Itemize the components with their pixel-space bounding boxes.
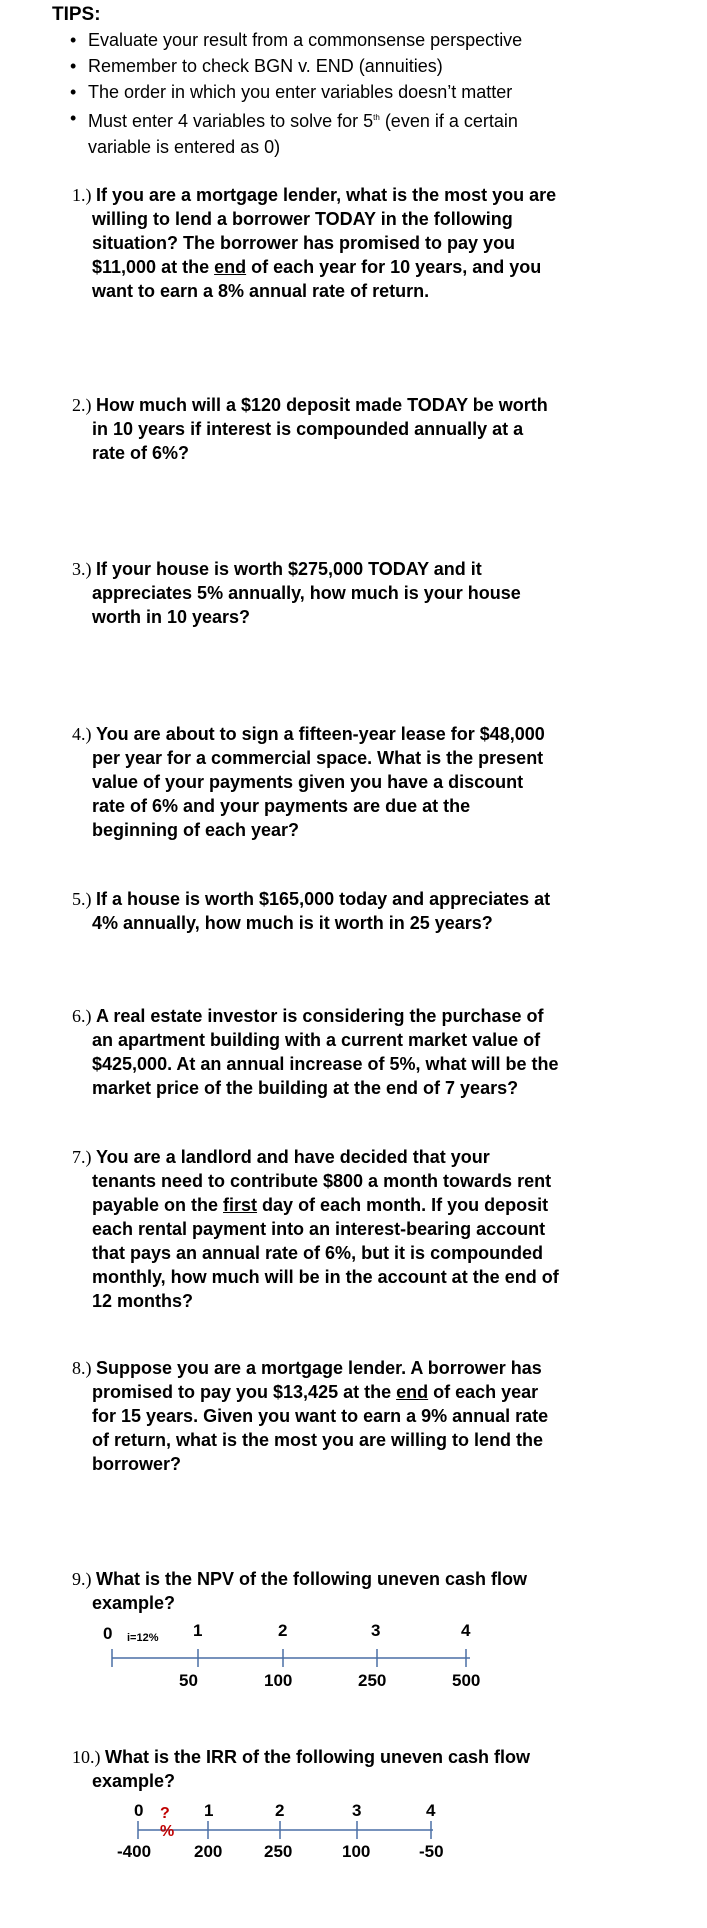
tips-title: TIPS: [52, 4, 101, 25]
question-text: $425,000. At an annual increase of 5%, what will be the [92, 1054, 559, 1074]
bullet: • [70, 108, 77, 128]
question-text: If your house is worth $275,000 TODAY and it [96, 559, 482, 579]
question-text: borrower? [92, 1454, 182, 1474]
underlined-word: end [214, 257, 247, 277]
question-number: 7.) [72, 1147, 92, 1167]
period-label: 1 [204, 1801, 214, 1820]
tip-text: Remember to check BGN v. END (annuities) [88, 56, 443, 76]
period-label: 4 [461, 1621, 471, 1640]
question-text: for 15 years. Given you want to earn a 9% annual rate [92, 1406, 549, 1426]
question-text: worth in 10 years? [92, 607, 251, 627]
question-number: 5.) [72, 889, 92, 909]
question-text: market price of the building at the end of 7 years? [92, 1078, 519, 1098]
question-text: value of your payments given you have a discount [92, 772, 524, 792]
question-text: $11,000 at the end of each year for 10 years, and you [92, 257, 542, 277]
cash-flow-value: -50 [419, 1842, 444, 1861]
question-text: If a house is worth $165,000 today and appreciates at [96, 889, 551, 909]
question-number: 10.) [72, 1747, 101, 1767]
superscript: th [373, 113, 380, 122]
period-label: 1 [193, 1621, 203, 1640]
question-number: 8.) [72, 1358, 92, 1378]
question-text: example? [92, 1771, 176, 1791]
question-text: How much will a $120 deposit made TODAY be worth [96, 395, 548, 415]
question-text: rate of 6%? [92, 443, 190, 463]
question-text: rate of 6% and your payments are due at the [92, 796, 471, 816]
question-number: 1.) [72, 185, 92, 205]
cash-flow-value: 100 [342, 1842, 371, 1861]
question-text: What is the IRR of the following uneven cash flow [105, 1747, 531, 1767]
underlined-word: first [223, 1195, 258, 1215]
question-text: of return, what is the most you are willing to lend the [92, 1430, 544, 1450]
question-text: 4% annually, how much is it worth in 25 years? [92, 913, 493, 933]
question-text: appreciates 5% annually, how much is your house [92, 583, 521, 603]
period-label: 4 [426, 1801, 436, 1820]
question-number: 6.) [72, 1006, 92, 1026]
question-text: You are about to sign a fifteen-year lease for $48,000 [96, 724, 545, 744]
question-text: Suppose you are a mortgage lender. A borrower has [96, 1358, 542, 1378]
period-label: 3 [352, 1801, 362, 1820]
question-text: in 10 years if interest is compounded annually at a [92, 419, 524, 439]
period-label: 3 [371, 1621, 381, 1640]
tip-text: Evaluate your result from a commonsense perspective [88, 30, 523, 50]
unknown-rate-label: ?% [160, 1805, 175, 1840]
tip-text: The order in which you enter variables doesn’t matter [88, 82, 513, 102]
question-text: an apartment building with a current market value of [92, 1030, 541, 1050]
period-label: 0 [134, 1801, 144, 1820]
tip-text-continued: variable is entered as 0) [88, 137, 281, 157]
question-text: You are a landlord and have decided that your [96, 1147, 490, 1167]
cash-flow-value: 500 [452, 1671, 481, 1690]
question-number: 3.) [72, 559, 92, 579]
question-number: 2.) [72, 395, 92, 415]
cash-flow-value: 250 [264, 1842, 293, 1861]
bullet: • [70, 56, 77, 76]
question-number: 9.) [72, 1569, 92, 1589]
cash-flow-value: 100 [264, 1671, 293, 1690]
question-text: example? [92, 1593, 176, 1613]
cash-flow-value: -400 [117, 1842, 152, 1861]
bullet: • [70, 30, 77, 50]
question-text: situation? The borrower has promised to pay you [92, 233, 516, 253]
tip-text: Must enter 4 variables to solve for 5th (even if a certain [88, 111, 518, 131]
question-text: 12 months? [92, 1291, 194, 1311]
question-text: beginning of each year? [92, 820, 300, 840]
period-label: 2 [275, 1801, 285, 1820]
underlined-word: end [396, 1382, 429, 1402]
period-label: 0 [103, 1624, 113, 1643]
question-text: monthly, how much will be in the account at the end of [92, 1267, 559, 1287]
question-text: per year for a commercial space. What is the present [92, 748, 544, 768]
question-text: tenants need to contribute $800 a month towards rent [92, 1171, 552, 1191]
question-text: that pays an annual rate of 6%, but it is compounded [92, 1243, 544, 1263]
question-text: promised to pay you $13,425 at the end of each year [92, 1382, 539, 1402]
question-text: willing to lend a borrower TODAY in the following [92, 209, 513, 229]
cash-flow-value: 250 [358, 1671, 387, 1690]
bullet: • [70, 82, 77, 102]
question-number: 4.) [72, 724, 92, 744]
question-text: What is the NPV of the following uneven cash flow [96, 1569, 528, 1589]
question-text: A real estate investor is considering the purchase of [96, 1006, 544, 1026]
question-text: payable on the first day of each month. If you deposit [92, 1195, 549, 1215]
rate-label: i=12% [127, 1632, 159, 1644]
cash-flow-value: 200 [194, 1842, 223, 1861]
question-text: each rental payment into an interest-bearing account [92, 1219, 546, 1239]
cash-flow-value: 50 [179, 1671, 198, 1690]
question-text: want to earn a 8% annual rate of return. [92, 281, 430, 301]
question-text: If you are a mortgage lender, what is the most you are [96, 185, 557, 205]
period-label: 2 [278, 1621, 288, 1640]
